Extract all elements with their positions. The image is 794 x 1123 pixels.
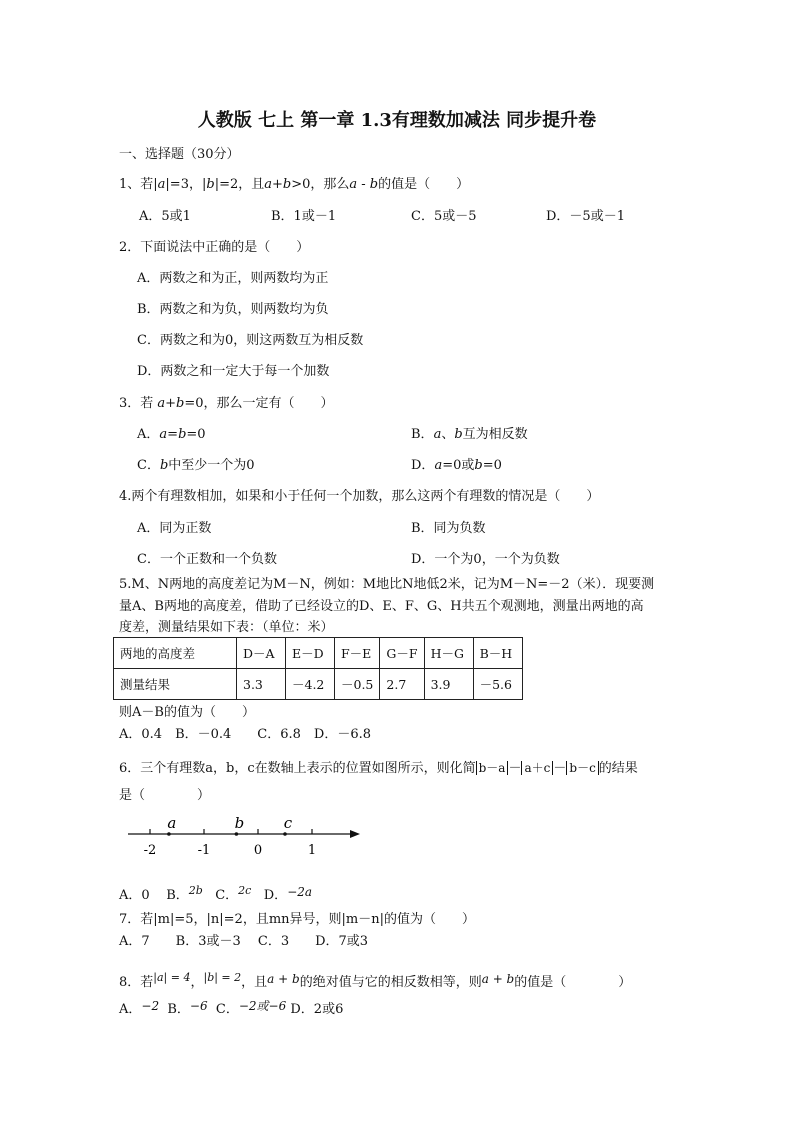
table-cell: G－F (380, 638, 424, 669)
q3-option-a: A．a=b=0 (137, 427, 206, 442)
abs-expression: b－c (566, 761, 598, 775)
arrow-right-icon (350, 830, 360, 838)
abs-expression: a＋c (521, 761, 553, 775)
q4-option-d: D．一个为0，一个为负数 (411, 552, 560, 567)
table-cell: －4.2 (286, 669, 335, 700)
q1-option-a: A．5或1 (139, 209, 191, 224)
q1-option-c: C．5或－5 (411, 209, 477, 224)
number-line-point-label: c (283, 816, 293, 832)
table-cell: H－G (424, 638, 473, 669)
measurement-table (113, 637, 523, 700)
table-cell: 2.7 (380, 669, 424, 700)
number-line-tick-label: -1 (197, 843, 211, 858)
table-cell: －5.6 (473, 669, 522, 700)
question-2: 2．下面说法中正确的是（ ） (119, 240, 310, 255)
q4-option-c: C．一个正数和一个负数 (137, 552, 277, 567)
q3-option-d: D．a=0或b=0 (411, 458, 502, 473)
table-cell: －0.5 (335, 669, 380, 700)
number-line-point-label: b (234, 816, 245, 832)
question-5-line1: 5.M、N两地的高度差记为M－N，例如：M地比N地低2米，记为M－N=－2（米）．现要测 (119, 577, 655, 592)
q1-option-b: B．1或－1 (271, 209, 337, 224)
question-5-line3: 度差，测量结果如下表：（单位：米） (119, 620, 334, 635)
table-cell: F－E (335, 638, 380, 669)
question-5-options: A．0.4 B．－0.4 C．6.8 D．－6.8 (119, 727, 372, 742)
table-cell: 两地的高度差 (114, 638, 237, 669)
q2-option-b: B．两数之和为负，则两数均为负 (137, 302, 329, 317)
q1-option-d: D．－5或－1 (546, 209, 625, 224)
number-line-point (283, 832, 287, 836)
question-5-ask: 则A－B的值为（ ） (119, 705, 255, 720)
q2-option-d: D．两数之和一定大于每一个加数 (137, 364, 330, 379)
table-cell: 测量结果 (114, 669, 237, 700)
question-4: 4.两个有理数相加，如果和小于任何一个加数，那么这两个有理数的情况是（ ） (119, 489, 600, 504)
number-line-point (167, 832, 171, 836)
table-cell: B－H (473, 638, 522, 669)
table-header-row (114, 638, 523, 669)
q3-option-c: C．b中至少一个为0 (137, 458, 255, 473)
section-heading: 一、选择题（30分） (119, 147, 240, 162)
number-line-figure (122, 816, 382, 866)
number-line-tick-label: -2 (143, 843, 157, 858)
table-cell: D－A (237, 638, 286, 669)
question-6-options: A．0 B．$^{2b}$ C．$^{2c}$ D．−2a (119, 884, 313, 903)
number-line-point-label: a (167, 816, 177, 832)
question-6-line1: 6．三个有理数a，b，c在数轴上表示的位置如图所示，则化简 b－a － a＋c － b－c 的结果 (119, 761, 638, 776)
question-7-options: A．7 B．3或－3 C．3 D．7或3 (119, 934, 369, 949)
abs-expression: b－a (476, 761, 509, 775)
q2-option-c: C．两数之和为0，则这两数互为相反数 (137, 333, 364, 348)
question-6-line2: 是（ ） (119, 788, 211, 803)
number-line-tick-label: 1 (307, 843, 317, 858)
number-line-tick-label: 0 (253, 843, 263, 858)
question-7: 7．若|m|=5，|n|=2，且mn异号，则|m－n|的值为（ ） (119, 912, 475, 927)
q2-option-a: A．两数之和为正，则两数均为正 (137, 271, 329, 286)
question-8: 8．若$^{|a| = 4}$，$^{|b| = 2}$，且a + b的绝对值与它的相反数相等，则a + b的值是（ ） (119, 971, 632, 990)
table-cell: 3.9 (424, 669, 473, 700)
q4-option-b: B．同为负数 (411, 521, 486, 536)
number-line-point (235, 832, 239, 836)
table-cell: E－D (286, 638, 335, 669)
q4-option-a: A．同为正数 (137, 521, 212, 536)
question-8-options: A．−2 B．−6 C．−2或−6 D．2或6 (119, 999, 344, 1017)
table-cell: 3.3 (237, 669, 286, 700)
page-title: 人教版 七上 第一章 1.3有理数加减法 同步提升卷 (197, 110, 597, 131)
question-1: 1、若|a|=3，|b|=2，且a+b>0，那么a - b的值是（ ） (119, 177, 470, 192)
table-row (114, 669, 523, 700)
question-3: 3．若 a+b=0，那么一定有（ ） (119, 396, 334, 411)
q3-option-b: B．a、b互为相反数 (411, 427, 528, 442)
question-5-line2: 量A、B两地的高度差，借助了已经设立的D、E、F、G、H共五个观测地，测量出两地的高 (119, 599, 644, 614)
